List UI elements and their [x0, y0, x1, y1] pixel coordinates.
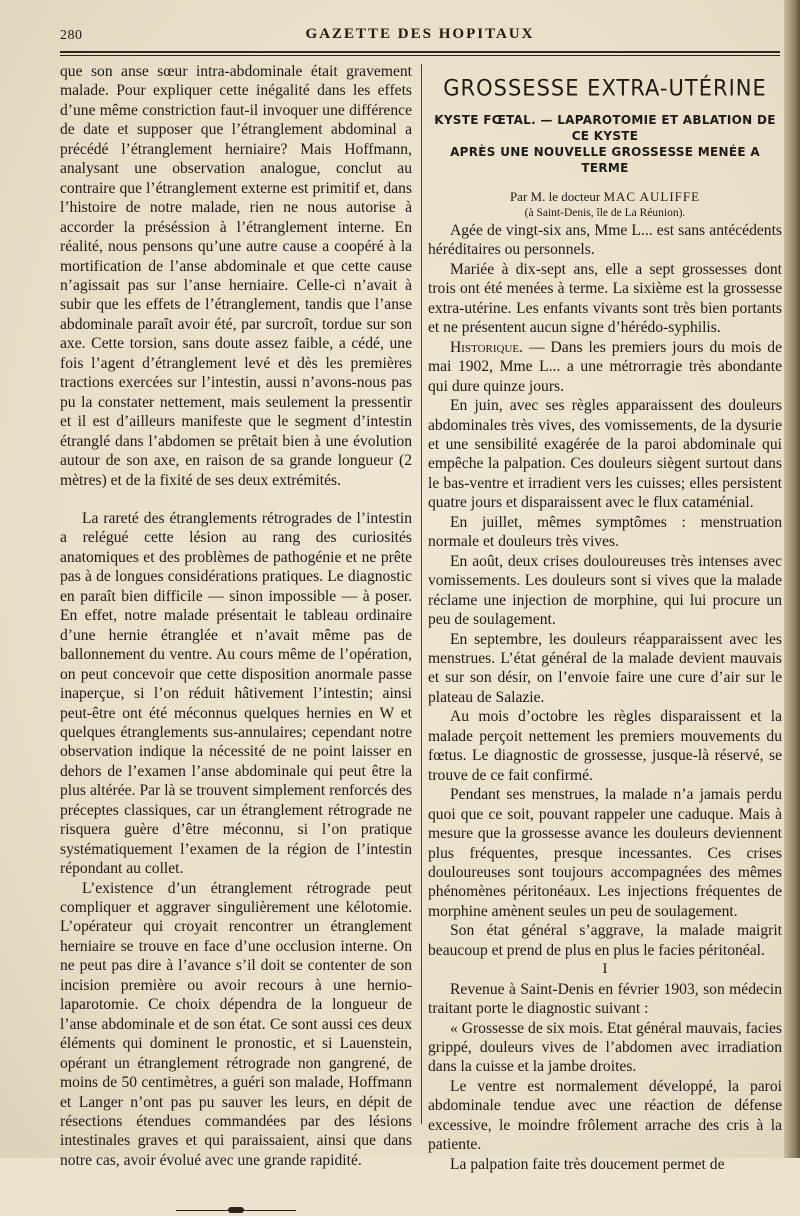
history-paragraph-2: En juillet, mêmes symptômes : menstruation normale et douleurs très vives. — [428, 513, 782, 551]
left-paragraph-1: que son anse sœur intra-abdominale était gravement malade. Pour expliquer cette inégalité dans les effets d’une même constriction faut-il invoquer une différence de date et supposer que l’étranglement abdominal a précédé l’étranglement herniaire? Mais Hoffmann, analysant une observation analogue, conclut au contraire que l’étranglement externe est primitif et, dans l’histoire de notre malade, rien ne nous autorise à accorder la préséssion à l’étranglement interne. En réalité, nous pensons qu’une autre cause a coopéré à la mortification de l’anse abdominale et que cette cause n’agissait pas sur l’anse herniaire. Celle-ci n’avait à subir que les effets de l’étranglement, tandis que l’anse abdominale paraît avoir été, par surcroît, tordue sur son axe. Cette torsion, sans doute assez faible, a cédé, une fois l’agent d’étranglement levé et dès les premières tractions exercées sur l’intestin, aussi n’avons-nous pas pu la constater nettement, mais seulement la pressentir et il est d’ailleurs manifeste que le segment d’intestin étranglé dans l’abdomen se prêtait bien à une évolution autour de son axe, en raison de sa grande longueur (2 mètres) et de la fixité de ses deux extrémités. — [60, 63, 412, 489]
article-subtitle-line-1: KYSTE FŒTAL. — LAPAROTOMIE ET ABLATION DE CE KYSTE — [434, 113, 776, 143]
page-edge-shadow — [784, 0, 800, 1158]
page-number: 280 — [60, 28, 83, 43]
historique-label: Historique. — [450, 338, 524, 356]
left-column — [60, 62, 412, 1216]
history-paragraph-7: Son état général s’aggrave, la malade maigrit beaucoup et prend de plus en plus le facies péritonéal. — [428, 922, 782, 959]
section-paragraph-4: La palpation faite très doucement permet de — [450, 1155, 725, 1173]
history-paragraph-1: En juin, avec ses règles apparaissent des douleurs abdominales très vives, des vomissements, de la dysurie et une sensibilité exagérée de la paroi abdominale qui empêche la palpation. Ces douleurs siègent surtout dans le bas-ventre et irradient vers les cuisses; elles persistent quatre jours et disparaissent avec le flux cataménial. — [428, 397, 782, 512]
column-divider — [421, 64, 422, 1124]
section-paragraph-2: « Grossesse de six mois. Etat général mauvais, facies grippé, douleurs vives de l’abdomen avec irradiation dans la cuisse et la jambe droites. — [428, 1019, 782, 1076]
left-paragraph-3: L’existence d’un étranglement rétrograde peut compliquer et aggraver singulièrement une kélotomie. L’opérateur qui croyait rencontrer un étranglement herniaire se trouve en face d’une occlusion interne. On ne peut pas dire à l’avance s’il doit se contenter de son incision première ou avoir recours à une hernio-laparotomie. Ce choix dépendra de la longueur de l’anse abdominale et de son état. Ce sont aussi ces deux éléments qui dominent le pronostic, et si Lauenstein, opérant un étranglement rétrograde non gangrené, de moins de 50 centimètres, a guéri son malade, Hoffmann et Langer n’ont pas pu sauver les leurs, en dépit de résections étendues commandées par des lésions intestinales graves et qui paraissaient, ainsi que dans notre cas, avoir évolué avec une grande rapidité. — [60, 879, 412, 1169]
left-paragraph-2: La rareté des étranglements rétrogrades de l’intestin a relégué cette lésion au rang des curiosités anatomiques et des problèmes de pathogénie et ne prête pas à de longues considérations pratiques. Le diagnostic en paraît bien difficile — sinon impossible — à poser. En effet, notre malade présentait le tableau ordinaire d’une hernie étranglée et n’avait même pas de ballonnement du ventre. Au cours même de l’opération, on peut concevoir que cette disposition anormale passe inaperçue, si l’on réduit hâtivement l’intestin; ainsi peut-être ont été méconnus quelques hernies en W et quelques étranglements sus-annulaires; cependant notre observation indique la nécessité de ne point laisser en dehors de l’examen l’anse abdominale qui peut être la plus altérée. Par là se trouvent simplement renforcés des préceptes classiques, car un étranglement rétrograde ne risquera guère d’être méconnu, si l’on pratique systématiquement l’examen de la région de l’intestin répondant au collet. — [60, 509, 412, 878]
article-byline — [428, 188, 782, 205]
history-paragraph-6: Pendant ses menstrues, la malade n’a jamais perdu quoi que ce soit, pouvant rappeler une caduque. Mais à mesure que la grossesse avance les douleurs deviennent plus fréquentes, presque incessantes. Ces crises douloureuses sont toujours accompagnées des mêmes phénomènes péritonéaux. Les injections fréquentes de morphine amènent seules un peu de soulagement. — [428, 786, 782, 920]
intro-paragraph-2: Mariée à dix-sept ans, elle a sept grossesses dont trois ont été menées à terme. La sixième est la grossesse extra-utérine. Les enfants vivants sont très bien portants et ne présentent aucun signe d’hérédo-syphilis. — [428, 260, 782, 337]
page-header — [60, 26, 780, 46]
ornament-dot — [228, 1207, 244, 1213]
header-rule-thin — [60, 55, 780, 56]
byline-prefix: Par M. le docteur — [509, 189, 604, 204]
running-title: GAZETTE DES HOPITAUX — [305, 26, 535, 42]
history-paragraph-5: Au mois d’octobre les règles disparaissent et la malade perçoit nettement les premiers mouvements du fœtus. Le diagnostic de grossesse, jusque-là réservé, se trouve de ce fait confirmé. — [428, 708, 782, 784]
history-paragraph-3: En août, deux crises douloureuses très intenses avec vomissements. Les douleurs sont si vives que la malade réclame une injection de morphine, qui lui procure un peu de soulagement. — [428, 552, 782, 629]
article-subtitle — [428, 112, 782, 176]
section-paragraph-1: Revenue à Saint-Denis en février 1903, son médecin traitant porte le diagnostic suivant : — [428, 980, 782, 1018]
author-location: (à Saint-Denis, île de La Réunion). — [524, 207, 686, 219]
section-numeral: I — [602, 961, 608, 978]
section-paragraph-3: Le ventre est normalement développé, la paroi abdominale tendue avec une réaction de défense excessive, le moindre frôlement arrache des cris à la patiente. — [428, 1077, 782, 1154]
article-subtitle-line-2: APRÈS UNE NOUVELLE GROSSESSE MENÉE A TERME — [450, 145, 760, 175]
article-title: GROSSESSE EXTRA-UTÉRINE — [443, 75, 767, 101]
intro-paragraph-1: Agée de vingt-six ans, Mme L... est sans antécédents héréditaires ou personnels. — [428, 222, 782, 259]
right-column — [428, 62, 782, 1174]
article-end-ornament — [176, 1206, 296, 1216]
historique-paragraph — [428, 338, 782, 396]
history-paragraph-4: En septembre, les douleurs réapparaissent avec les menstrues. L’état général de la malade devient mauvais et sur son désir, on l’envoie faire une cure d’air sur le plateau de Salazie. — [428, 630, 782, 706]
author-name: MAC AULIFFE — [603, 189, 701, 204]
header-rule-thick — [60, 51, 780, 53]
historique-text: — Dans les premiers jours du mois de mai 1902, Mme L... a une métrorragie très abondante qui dure quinze jours. — [428, 338, 782, 395]
